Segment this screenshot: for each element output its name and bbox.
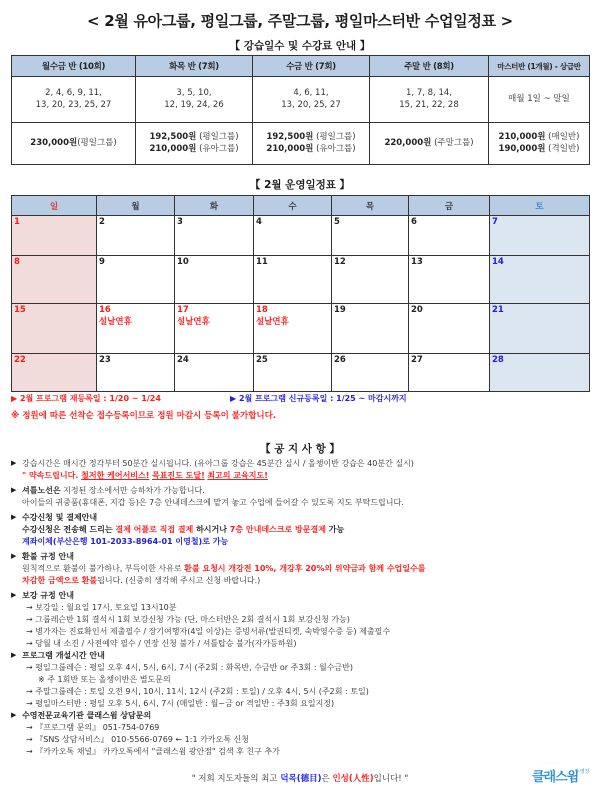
refund-highlight: 차감한 금액으로 환불: [22, 576, 98, 585]
dates-line: 매월 1일 ~ 말일: [508, 93, 570, 104]
closing-text: 은: [321, 774, 333, 784]
triangle-right-icon: ▶: [11, 552, 17, 560]
payment-app-highlight: 결제 어플로 직접 결제: [115, 525, 194, 534]
fee-column-header: 마스터반 (1개월) - 상급반: [489, 56, 590, 77]
calendar-day-cell: 6: [409, 216, 490, 256]
schedule-weekday-group: → 평일그룹레슨 : 평일 오후 4시, 5시, 6시, 7시 (주2회 : 화목반, 수금반 or 주3회 : 월수금반): [26, 663, 353, 672]
price-group: (유아그룹): [313, 143, 356, 154]
contact-sns-service: → 『SNS 상담서비스』 010-5566-0769 ← 1:1 카카오톡 신청: [26, 735, 249, 744]
weekday-friday: 금: [409, 196, 490, 216]
calendar-day-cell: 28: [490, 354, 590, 392]
closing-message: [0, 772, 600, 784]
triangle-right-icon: ▶: [11, 513, 17, 521]
page-title: < 2월 유아그룹, 평일그룹, 주말그룹, 평일마스터반 수업일정표 >: [87, 12, 513, 30]
contact-head: 수영전문교육기관 클래스윔 상담문의: [22, 711, 152, 720]
price-group: (주말그룹): [431, 137, 474, 148]
weekday-header-row: [12, 196, 590, 216]
weekday-saturday: 토: [490, 196, 590, 216]
calendar-day-cell: 15: [12, 304, 97, 354]
promise-care: 철저한 케어서비스!: [81, 471, 150, 480]
weekday-thursday: 목: [332, 196, 409, 216]
calendar-day-cell: 20: [409, 304, 490, 354]
promise-teaching: 최고의 교육지도!: [207, 471, 268, 480]
notice-list: [11, 458, 589, 758]
price-group: (평일그룹): [77, 137, 117, 148]
logo-tagline: · · · · · · · · · ·: [540, 761, 559, 765]
day-number: 16: [99, 305, 111, 315]
price-amount: 210,000원: [149, 143, 197, 154]
calendar-day-cell: 4: [254, 216, 332, 256]
fee-table-price-row: [12, 123, 590, 165]
holiday-note: 설날연휴: [256, 317, 289, 327]
closing-text: " 저희 지도자들의 최고: [191, 774, 281, 784]
triangle-right-icon: ▶: [11, 486, 17, 494]
dates-line: 4, 6, 11,: [293, 87, 329, 98]
logo-name: 클래스윔: [532, 770, 579, 785]
calendar-day-cell: 14: [490, 256, 590, 304]
calendar-day-cell: 1: [12, 216, 97, 256]
fee-table: [11, 55, 590, 165]
payment-text: 가능: [325, 525, 345, 534]
payment-text: 수강신청은 전송해 드리는: [22, 525, 116, 534]
fee-column-header: 월수금 반 (10회): [12, 56, 136, 77]
class-dates-cell: [370, 77, 489, 123]
price-amount: 220,000원: [384, 137, 432, 148]
price-amount: 192,500원: [266, 131, 314, 142]
price-group: (평일그룹): [313, 131, 356, 142]
notice-makeup: [11, 590, 589, 650]
class-dates-cell: [136, 77, 253, 123]
refund-text: 원칙적으로 환불이 불가하나, 부득이한 사유로: [22, 564, 185, 573]
price-amount: 192,500원: [149, 131, 197, 142]
fee-table-header-row: [12, 56, 590, 77]
calendar-day-cell-holiday: [97, 304, 175, 354]
shuttle-text: 지정된 장소에서만 승하차가 가능합니다.: [60, 486, 205, 495]
calendar-week-row: [12, 354, 590, 392]
dates-line: 15, 21, 22, 28: [399, 99, 459, 110]
calendar-day-cell: 8: [12, 256, 97, 304]
price-group: (격일반): [545, 143, 580, 154]
price-amount: 210,000원: [266, 143, 314, 154]
new-registration-period: ▶ 2월 프로그램 신규등록일 : 1/25 ~ 마감시까지: [230, 394, 407, 403]
calendar-day-cell: 27: [409, 354, 490, 392]
day-number: 18: [256, 305, 268, 315]
price-amount: 230,000원: [30, 137, 78, 148]
shuttle-head: 셔틀노선은: [22, 486, 61, 495]
lesson-time-text: 강습시간은 매시간 정각부터 50분간 실시됩니다. (유아그룹 강습은 45분간 실시 / 올챙이반 강습은 40분간 실시): [22, 459, 414, 468]
dates-line: 12, 19, 24, 26: [164, 99, 224, 110]
calendar-day-cell: 21: [490, 304, 590, 354]
calendar-day-cell-holiday: [254, 304, 332, 354]
refund-highlight: 환불 요청시 개강전 10%, 개강후 20%의 위약금과 함께 수업일수를: [184, 564, 426, 573]
schedule-head: 프로그램 개설시간 안내: [22, 651, 105, 660]
capacity-warning: ※ 정원에 따른 선착순 접수등록이므로 정원 마감시 등록이 불가합니다.: [11, 411, 277, 421]
weekday-sunday: 일: [12, 196, 97, 216]
refund-head: 환불 규정 안내: [22, 552, 74, 561]
notice-refund: [11, 551, 589, 587]
contact-program-inquiry: → 『프로그램 문의』 051-754-0769: [26, 723, 160, 732]
contact-kakao-channel: → 『카카오톡 채널』 카카오톡에서 "클래스윔 광안점" 검색 후 친구 추가: [26, 747, 280, 756]
calendar-day-cell: 2: [97, 216, 175, 256]
triangle-right-icon: ▶: [11, 459, 17, 467]
schedule-weekday-note: ※ 주 1회반 또는 올챙이반은 별도문의: [38, 675, 171, 684]
price-group: (평일그룹): [196, 131, 239, 142]
fee-column-header: 화목 반 (7회): [136, 56, 253, 77]
refund-line-1: [22, 563, 589, 575]
holiday-note: 설날연휴: [99, 317, 132, 327]
price-amount: 190,000원: [498, 143, 546, 154]
calendar-day-cell: 10: [175, 256, 254, 304]
schedule-weekend-group: → 주말그룹레슨 : 토일 오전 9시, 10시, 11시, 12시 (주2회 : 토일) / 오후 4시, 5시 (주2회 : 토일): [26, 687, 369, 696]
calendar-section-title: 【 2월 운영일정표 】: [249, 179, 351, 191]
makeup-head: 보강 규정 안내: [22, 591, 74, 600]
price-cell: [253, 123, 370, 165]
fee-column-header: 수금 반 (7회): [253, 56, 370, 77]
price-cell: [489, 123, 590, 165]
promise-prefix: " 약속드립니다.: [22, 471, 82, 480]
calendar-day-cell: 7: [490, 216, 590, 256]
calendar-day-cell: 24: [175, 354, 254, 392]
makeup-rule: → 병가자는 진료확인서 제출필수 / 장기여행자(4일 이상)는 증빙서류(발권티켓, 숙박영수증 등) 제출필수: [26, 627, 391, 636]
payment-desk-highlight: 7층 안내데스크로 방문결제: [229, 525, 326, 534]
calendar-day-cell: 13: [409, 256, 490, 304]
calendar-day-cell: 25: [254, 354, 332, 392]
class-dates-cell: [12, 77, 136, 123]
calendar-day-cell: 26: [332, 354, 409, 392]
notice-lesson-time: [11, 458, 589, 482]
dates-line: 13, 20, 25, 27: [281, 99, 341, 110]
fee-section-title: 【 강습일수 및 수강료 안내 】: [229, 40, 371, 52]
shuttle-line-1: [22, 485, 589, 497]
notice-contact: [11, 710, 589, 758]
payment-head: 수강신청 및 결제안내: [22, 513, 98, 522]
calendar-day-cell: 5: [332, 216, 409, 256]
triangle-right-icon: ▶: [11, 711, 17, 719]
calendar-day-cell: 19: [332, 304, 409, 354]
re-registration-period: ▶ 2월 프로그램 재등록일 : 1/20 ~ 1/24: [11, 394, 161, 403]
notice-schedule: [11, 650, 589, 710]
calendar-table: [11, 195, 590, 392]
calendar-day-cell: 11: [254, 256, 332, 304]
refund-text: 됩니다. (신중히 생각해 주시고 신청 바랍니다.): [97, 576, 261, 585]
holiday-note: 설날연휴: [177, 317, 210, 327]
notice-shuttle: [11, 485, 589, 509]
calendar-day-cell: 12: [332, 256, 409, 304]
makeup-rule: → 그룹레슨반 1회 결석시 1회 보강신청 가능 (단, 마스터반은 2회 결석시 1회 보강신청 가능): [26, 615, 350, 624]
makeup-rule: → 당월 내 소진 / 사전예약 필수 / 연장 신청 불가 / 셔틀탑승 불가(자가등하원): [26, 639, 297, 648]
dates-line: 13, 20, 23, 25, 27: [35, 99, 112, 110]
calendar-week-row: [12, 304, 590, 354]
schedule-weekday-master: → 평일마스터반 : 평일 오후 5시, 6시, 7시 (매일반 : 월~금 or 격일반 : 주3회 요일지정): [26, 699, 335, 708]
closing-text: 입니다! ": [373, 774, 409, 784]
fee-table-dates-row: [12, 77, 590, 123]
calendar-week-row: [12, 256, 590, 304]
closing-virtue: 덕목(德目): [280, 774, 322, 784]
weekday-monday: 월: [97, 196, 175, 216]
refund-line-2: [22, 575, 589, 587]
price-group: (유아그룹): [196, 143, 239, 154]
price-cell: [12, 123, 136, 165]
closing-character: 인성(人性): [332, 774, 374, 784]
dates-line: 2, 4, 6, 9, 11,: [45, 87, 102, 98]
calendar-week-row: [12, 216, 590, 256]
price-group: (매일반): [545, 131, 580, 142]
payment-line-1: [22, 524, 589, 536]
triangle-right-icon: ▶: [11, 651, 17, 659]
fee-column-header: 주말 반 (8회): [370, 56, 489, 77]
promise-goal: 목표진도 도달!: [151, 471, 205, 480]
triangle-right-icon: ▶: [11, 591, 17, 599]
shuttle-line-2: 아이들의 귀중품(휴대폰, 지갑 등)은 7층 안내데스크에 맡겨 놓고 수업에 들어갈 수 있도록 지도 부탁드립니다.: [22, 498, 404, 507]
makeup-rule: → 보강일 : 월요일 17시, 토요일 13시10분: [26, 603, 177, 612]
payment-text: 하시거나: [193, 525, 230, 534]
class-dates-cell: [489, 77, 590, 123]
promise-line: [22, 470, 589, 482]
dates-line: 3, 5, 10,: [176, 87, 212, 98]
notice-payment: [11, 512, 589, 548]
price-amount: 210,000원: [498, 131, 546, 142]
weekday-tuesday: 화: [175, 196, 254, 216]
classwim-logo: [532, 761, 592, 788]
price-cell: [136, 123, 253, 165]
dates-line: 1, 7, 8, 14,: [406, 87, 452, 98]
day-number: 17: [177, 305, 189, 315]
calendar-day-cell: 3: [175, 216, 254, 256]
notice-title: 【 공 지 사 항 】: [260, 443, 340, 455]
price-cell: [370, 123, 489, 165]
class-dates-cell: [253, 77, 370, 123]
calendar-day-cell: 9: [97, 256, 175, 304]
logo-side-text: 수영장: [575, 769, 590, 775]
calendar-day-cell-holiday: [175, 304, 254, 354]
weekday-wednesday: 수: [254, 196, 332, 216]
calendar-day-cell: 22: [12, 354, 97, 392]
bank-transfer-info: 계좌이체(부산은행 101-2033-8964-01 이영철)로 가능: [22, 537, 229, 546]
calendar-day-cell: 23: [97, 354, 175, 392]
